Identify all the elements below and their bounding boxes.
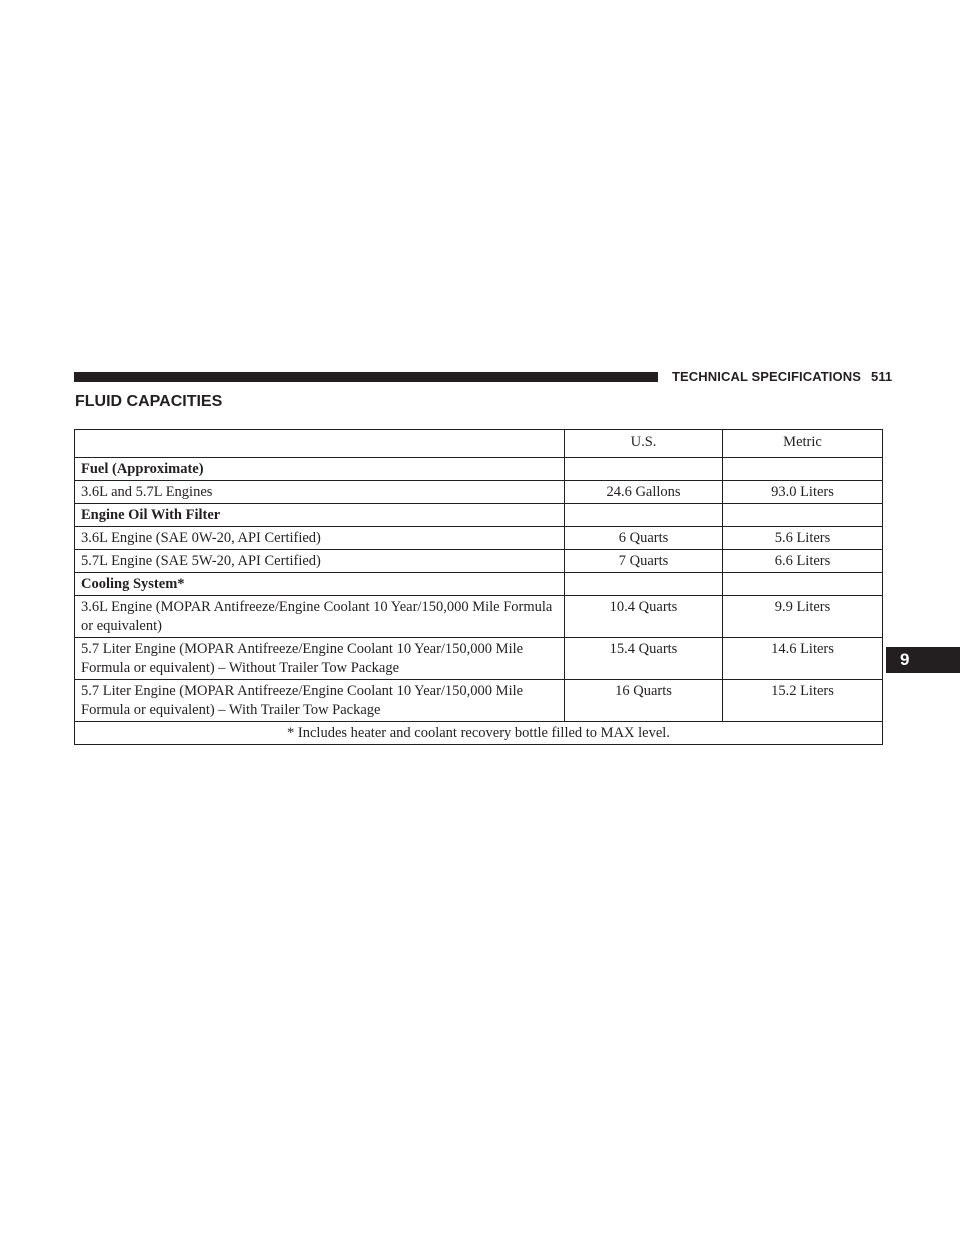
page-title: FLUID CAPACITIES — [75, 393, 223, 410]
row-label: Fuel (Approximate) — [75, 458, 565, 481]
row-label: 3.6L Engine (MOPAR Antifreeze/Engine Coolant 10 Year/150,000 Mile Formula or equivalent) — [75, 596, 565, 638]
row-label: Cooling System* — [75, 573, 565, 596]
header-cell-item — [75, 430, 565, 458]
row-us-value: 7 Quarts — [565, 550, 723, 573]
row-us-value: 16 Quarts — [565, 680, 723, 722]
row-label: 5.7 Liter Engine (MOPAR Antifreeze/Engine Coolant 10 Year/150,000 Mile Formula or equivalent) – Without Trailer Tow Package — [75, 638, 565, 680]
table-row — [75, 550, 883, 573]
row-metric-value: 15.2 Liters — [723, 680, 883, 722]
fluid-capacities-table — [74, 429, 883, 745]
table-footnote-row — [75, 722, 883, 745]
table-footnote: * Includes heater and coolant recovery bottle filled to MAX level. — [75, 722, 883, 745]
row-us-value — [565, 458, 723, 481]
section-name: TECHNICAL SPECIFICATIONS — [672, 369, 861, 384]
page-number: 511 — [870, 369, 893, 384]
row-us-value: 24.6 Gallons — [565, 481, 723, 504]
table-row — [75, 481, 883, 504]
row-metric-value: 93.0 Liters — [723, 481, 883, 504]
row-label: 3.6L and 5.7L Engines — [75, 481, 565, 504]
running-header — [672, 369, 892, 385]
chapter-tab: 9 — [886, 647, 960, 673]
table-header-row — [75, 430, 883, 458]
table-row — [75, 638, 883, 680]
table-row — [75, 458, 883, 481]
row-metric-value — [723, 504, 883, 527]
row-metric-value: 9.9 Liters — [723, 596, 883, 638]
row-us-value: 10.4 Quarts — [565, 596, 723, 638]
row-label: 5.7 Liter Engine (MOPAR Antifreeze/Engine Coolant 10 Year/150,000 Mile Formula or equivalent) – With Trailer Tow Package — [75, 680, 565, 722]
table-row — [75, 596, 883, 638]
header-cell-us: U.S. — [565, 430, 723, 458]
row-metric-value: 5.6 Liters — [723, 527, 883, 550]
row-us-value: 15.4 Quarts — [565, 638, 723, 680]
row-us-value: 6 Quarts — [565, 527, 723, 550]
table-row — [75, 527, 883, 550]
row-metric-value — [723, 458, 883, 481]
table-row — [75, 680, 883, 722]
table-row — [75, 504, 883, 527]
row-us-value — [565, 573, 723, 596]
row-label: Engine Oil With Filter — [75, 504, 565, 527]
header-rule — [74, 372, 658, 382]
row-label: 5.7L Engine (SAE 5W-20, API Certified) — [75, 550, 565, 573]
row-label: 3.6L Engine (SAE 0W-20, API Certified) — [75, 527, 565, 550]
row-us-value — [565, 504, 723, 527]
row-metric-value — [723, 573, 883, 596]
row-metric-value: 6.6 Liters — [723, 550, 883, 573]
header-cell-metric: Metric — [723, 430, 883, 458]
table-row — [75, 573, 883, 596]
row-metric-value: 14.6 Liters — [723, 638, 883, 680]
